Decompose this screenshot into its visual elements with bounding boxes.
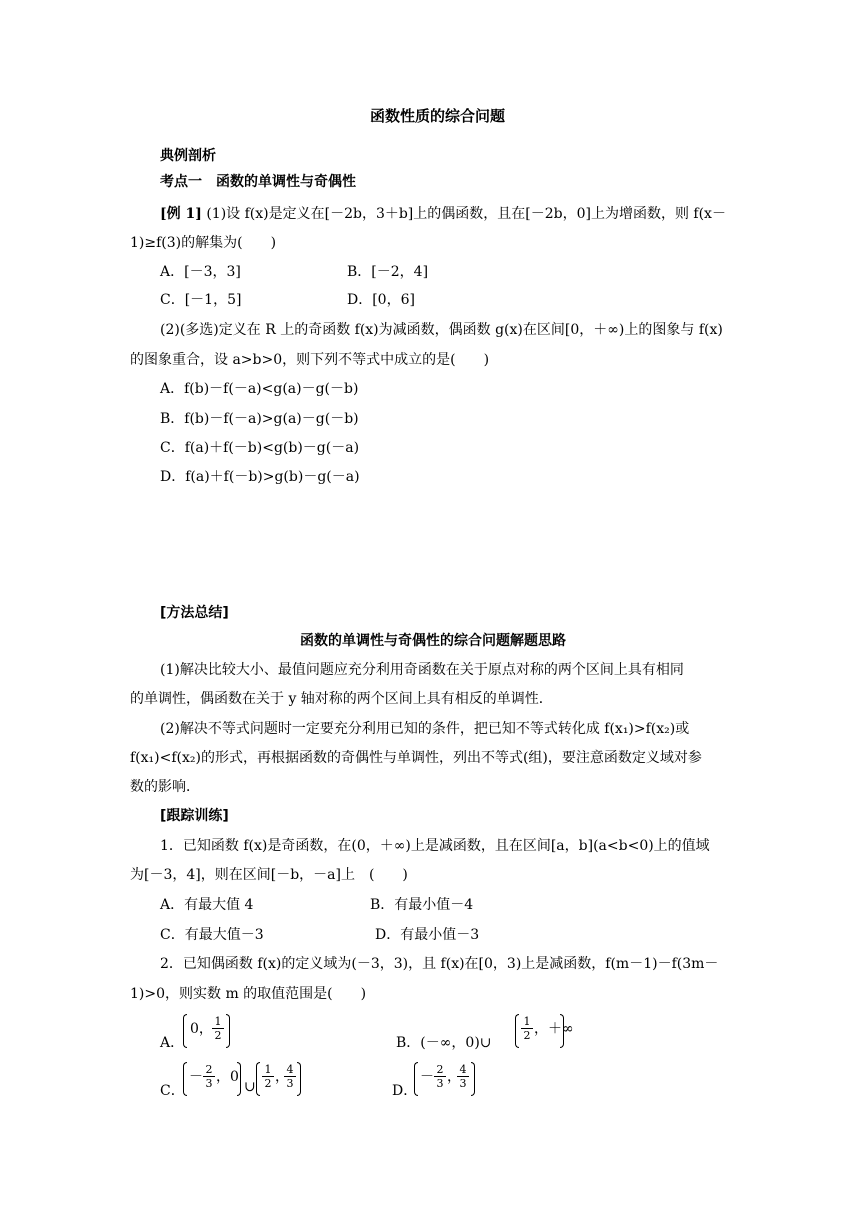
example1-q2-option-d: D．f(a)＋f(－b)>g(b)－g(－a) — [160, 469, 360, 485]
comma: ， — [447, 1069, 461, 1085]
fraction-one-half — [212, 1015, 224, 1042]
bracket-right — [297, 1062, 301, 1096]
practice-q2-option-a-start: 0， — [190, 1021, 213, 1037]
union-sign: ∪ — [244, 1079, 256, 1095]
bracket-right — [237, 1062, 241, 1096]
method-heading: 函数的单调性与奇偶性的综合问题解题思路 — [300, 633, 566, 649]
example1-line2: 1)≥f(3)的解集为( ) — [130, 235, 277, 251]
practice-q2-line1: 2．已知偶函数 f(x)的定义域为(－3，3)，且 f(x)在[0，3)上是减函数，f(m－1)－f(3m－ — [160, 956, 719, 972]
section-heading: 典例剖析 — [160, 148, 216, 164]
bracket-left — [183, 1062, 187, 1096]
bracket-left — [256, 1062, 260, 1096]
fraction-denominator: 2 — [523, 1029, 531, 1042]
fraction-numerator: 4 — [284, 1063, 296, 1077]
example1-q1-option-d: D．[0，6] — [347, 292, 415, 308]
bracket-right — [226, 1014, 230, 1048]
fraction-denominator: 3 — [205, 1077, 213, 1090]
fraction-numerator: 1 — [521, 1015, 533, 1029]
fraction-denominator: 3 — [286, 1077, 294, 1090]
example1-q2-option-a: A．f(b)－f(－a)<g(a)－g(－b) — [160, 381, 359, 397]
bracket-left — [414, 1062, 418, 1096]
practice-q1-option-b: B．有最小值－4 — [370, 897, 474, 913]
example1-tag: [例 1] — [160, 206, 202, 222]
example1-q2-line2: 的图象重合，设 a>b>0，则下列不等式中成立的是( ) — [130, 352, 490, 368]
method-tag: [方法总结] — [160, 605, 229, 621]
practice-q1-line1: 1．已知函数 f(x)是奇函数，在(0，＋∞)上是减函数，且在区间[a，b](a<b<0)上的值域 — [160, 838, 710, 854]
fraction-denominator: 3 — [436, 1077, 444, 1090]
fraction-denominator: 3 — [459, 1077, 467, 1090]
example1-q1-text: (1)设 f(x)是定义在[－2b，3＋b]上的偶函数，且在[－2b，0]上为增函数，则 f(x－ — [201, 206, 726, 222]
practice-q2-option-b-label: B．(－∞，0)∪ — [396, 1035, 492, 1051]
fraction-two-thirds — [203, 1063, 215, 1090]
fraction-one-half — [262, 1063, 274, 1090]
practice-q2-option-a-label: A． — [160, 1035, 185, 1051]
fraction-four-thirds — [457, 1063, 469, 1090]
method-p1-line2: 的单调性，偶函数在关于 y 轴对称的两个区间上具有相反的单调性． — [130, 691, 553, 707]
practice-q2-option-c-label: C． — [160, 1083, 185, 1099]
method-p2-line1: (2)解决不等式问题时一定要充分利用已知的条件，把已知不等式转化成 f(x₁)>f(x₂)或 — [160, 721, 690, 737]
method-p2-line2: f(x₁)<f(x₂)的形式，再根据函数的奇偶性与单调性，列出不等式(组)，要注意函数定义域对参 — [130, 750, 702, 766]
bracket-left — [515, 1014, 519, 1048]
example1-q2-option-c: C．f(a)＋f(－b)<g(b)－g(－a) — [160, 440, 360, 456]
example1-q2-option-b: B．f(b)－f(－a)>g(a)－g(－b) — [160, 411, 359, 427]
practice-q2-option-c-mid: ，0 — [216, 1069, 239, 1085]
fraction-numerator: 1 — [212, 1015, 224, 1029]
practice-q1-option-c: C．有最大值－3 — [160, 927, 264, 943]
practice-q2-line2: 1)>0，则实数 m 的取值范围是( ) — [130, 986, 367, 1002]
topic-heading: 考点一 函数的单调性与奇偶性 — [160, 174, 356, 190]
bracket-right — [471, 1062, 475, 1096]
fraction-one-half — [521, 1015, 533, 1042]
practice-q1-option-d: D．有最小值－3 — [375, 927, 480, 943]
fraction-four-thirds — [284, 1063, 296, 1090]
practice-tag: [跟踪训练] — [160, 808, 229, 824]
fraction-numerator: 2 — [434, 1063, 446, 1077]
fraction-numerator: 4 — [457, 1063, 469, 1077]
fraction-denominator: 2 — [264, 1077, 272, 1090]
example1-line1 — [160, 204, 726, 224]
practice-q2-option-d-label: D． — [392, 1083, 418, 1099]
fraction-denominator: 2 — [214, 1029, 222, 1042]
bracket-right — [560, 1014, 564, 1048]
practice-q1-option-a: A．有最大值 4 — [160, 897, 254, 913]
fraction-two-thirds — [434, 1063, 446, 1090]
practice-q2-option-b-tail: ，＋∞ — [534, 1021, 574, 1037]
bracket-left — [183, 1014, 187, 1048]
practice-q1-line2: 为[－3，4]，则在区间[－b，－a]上 ( ) — [130, 867, 408, 883]
example1-q1-option-b: B．[－2，4] — [347, 264, 429, 280]
comma: ， — [275, 1069, 289, 1085]
page-title: 函数性质的综合问题 — [370, 107, 506, 125]
method-p1-line1: (1)解决比较大小、最值问题应充分利用奇函数在关于原点对称的两个区间上具有相同 — [160, 662, 684, 678]
fraction-numerator: 1 — [262, 1063, 274, 1077]
example1-q1-option-c: C．[－1，5] — [160, 292, 242, 308]
example1-q1-option-a: A．[－3，3] — [160, 264, 241, 280]
example1-q2-line1: (2)(多选)定义在 R 上的奇函数 f(x)为减函数，偶函数 g(x)在区间[0，＋∞)上的图象与 f(x) — [160, 322, 723, 338]
minus-sign: － — [420, 1069, 434, 1085]
minus-sign: － — [189, 1069, 203, 1085]
method-p2-line3: 数的影响． — [130, 779, 200, 795]
fraction-numerator: 2 — [203, 1063, 215, 1077]
